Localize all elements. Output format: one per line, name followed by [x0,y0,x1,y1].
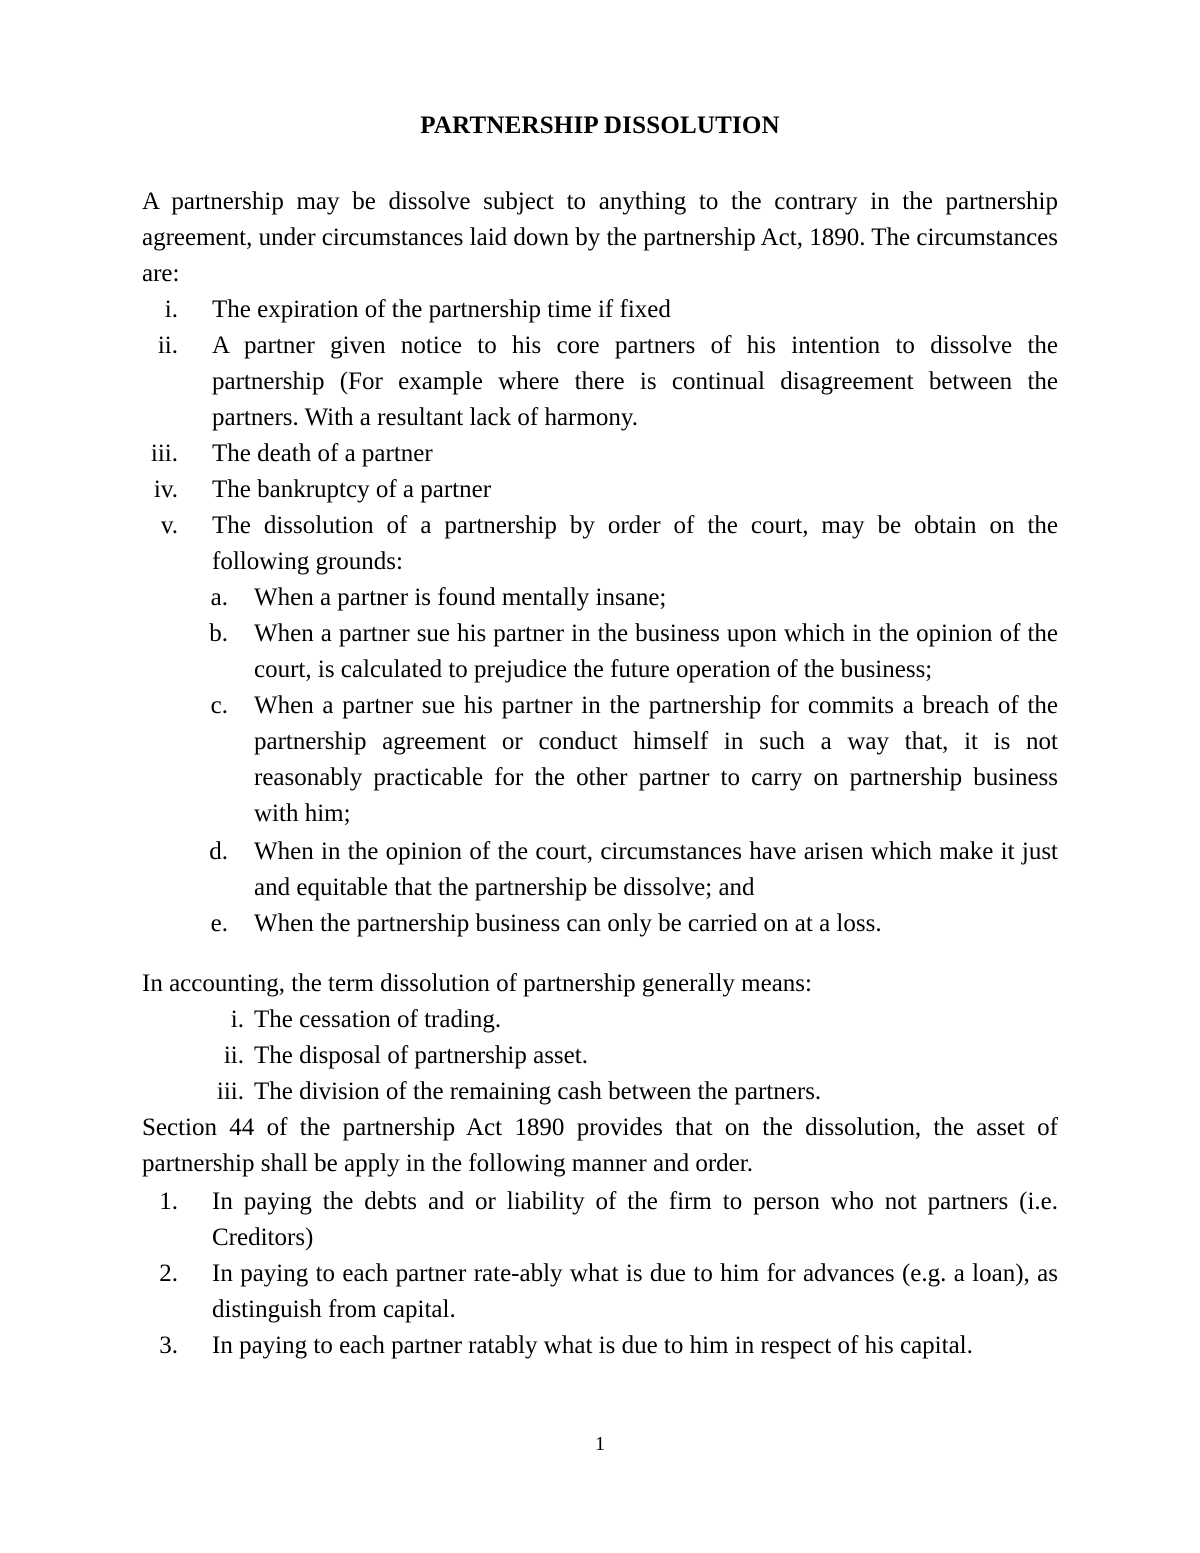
sub-list-item-text: When a partner sue his partner in the business upon which in the opinion of the court, is calculated to prejudice the future operation of the business; [254,620,1058,683]
list-item-text: The disposal of partnership asset. [254,1042,588,1069]
sub-list-item-text: When the partnership business can only be carried on at a loss. [254,910,882,937]
numbered-item-text: In paying the debts and or liability of the firm to person who not partners (i.e. Creditors) [212,1188,1058,1251]
list-item-number: i. [230,1006,244,1033]
numbered-item-number: 3. [159,1332,178,1359]
list-item-text: The death of a partner [212,440,433,467]
list-item-number: ii. [223,1042,244,1069]
list-item-number: iii. [150,440,178,467]
sub-list-item-letter: e. [210,910,228,937]
accounting-intro: In accounting, the term dissolution of partnership generally means: [142,970,812,997]
numbered-item-text: In paying to each partner ratably what is due to him in respect of his capital. [212,1332,973,1359]
list-item-number: v. [160,512,178,539]
sub-list-item-text: When in the opinion of the court, circumstances have arisen which make it just and equitable that the partnership be dissolve; and [254,838,1058,901]
page-number: 1 [595,1433,605,1455]
numbered-item-number: 2. [159,1260,178,1287]
numbered-item-number: 1. [159,1188,178,1215]
list-item-text: The bankruptcy of a partner [212,476,492,503]
list-item-number: ii. [157,332,178,359]
sub-list-item-text: When a partner sue his partner in the partnership for commits a breach of the partnership agreement or conduct himself in such a way that, it is not reasonably practicable for the other partner to carry on partnership business with him; [254,692,1058,827]
intro-paragraph: A partnership may be dissolve subject to anything to the contrary in the partnership agreement, under circumstances laid down by the partnership Act, 1890. The circumstances are: [142,188,1058,287]
list-item-text: The dissolution of a partnership by order of the court, may be obtain on the following grounds: [212,512,1058,575]
list-item-number: i. [164,296,178,323]
list-item-text: A partner given notice to his core partners of his intention to dissolve the partnership (For example where there is continual disagreement between the partners. With a resultant lack of harmony. [212,332,1058,431]
numbered-item-text: In paying to each partner rate-ably what is due to him for advances (e.g. a loan), as distinguish from capital. [212,1260,1058,1323]
list-item-text: The expiration of the partnership time if fixed [212,296,671,323]
sub-list-item-letter: d. [209,838,228,865]
sub-list-item-letter: c. [210,692,228,719]
list-item-text: The division of the remaining cash between the partners. [254,1078,822,1105]
list-item-number: iv. [153,476,178,503]
document-title: PARTNERSHIP DISSOLUTION [420,112,780,139]
sub-list-item-text: When a partner is found mentally insane; [254,584,667,611]
list-item-number: iii. [216,1078,244,1105]
section44-intro: Section 44 of the partnership Act 1890 provides that on the dissolution, the asset of partnership shall be apply in the following manner and order. [142,1114,1058,1177]
sub-list-item-letter: b. [209,620,228,647]
list-item-text: The cessation of trading. [254,1006,502,1033]
sub-list-item-letter: a. [210,584,228,611]
